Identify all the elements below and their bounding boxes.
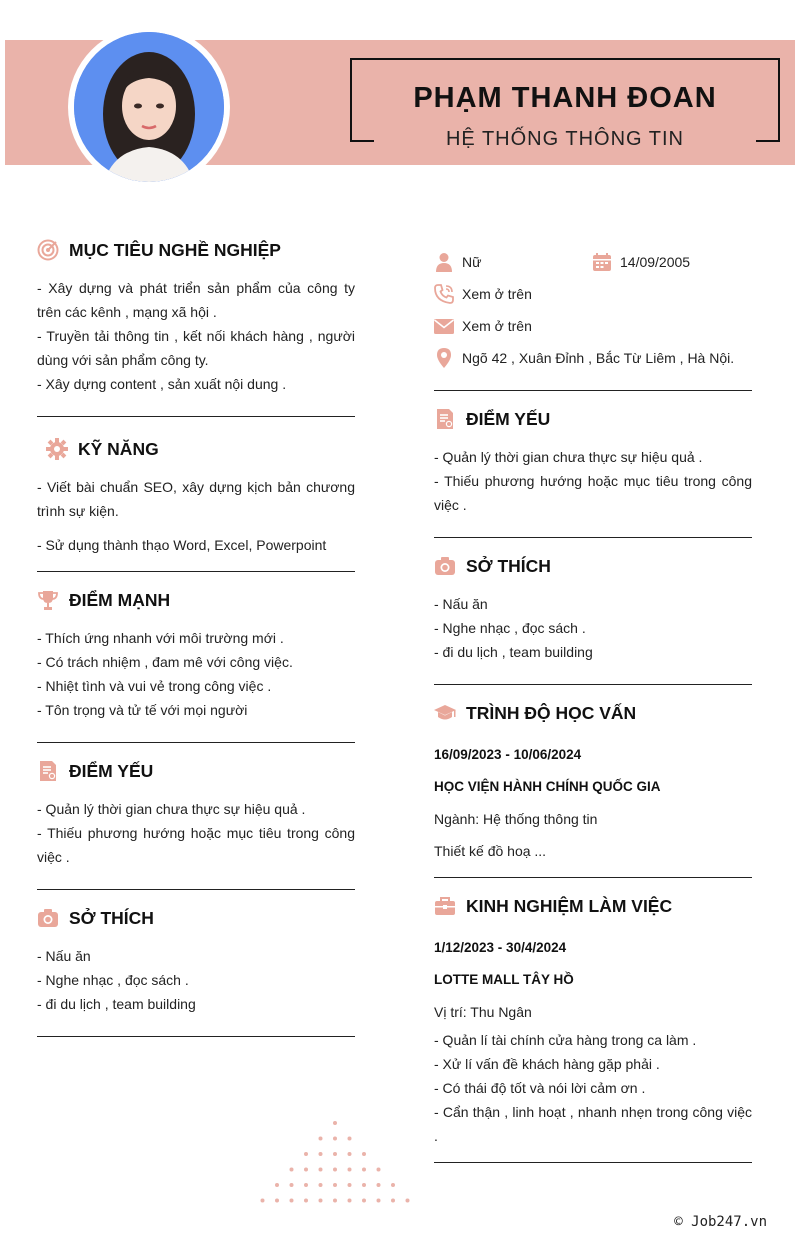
hobbies-text	[434, 592, 752, 664]
skills-text	[37, 475, 355, 557]
objective-text	[37, 276, 355, 396]
hobbies-line: - Nấu ăn	[37, 948, 91, 964]
divider	[434, 1162, 752, 1163]
certificate-icon	[37, 760, 59, 782]
decorative-dots	[240, 1115, 430, 1215]
contact-section	[434, 246, 752, 391]
left-column	[37, 234, 355, 1037]
weaknesses-title: ĐIỂM YẾU	[69, 760, 154, 781]
weaknesses-line: - Quản lý thời gian chưa thực sự hiệu quả .	[37, 801, 306, 817]
strengths-title: ĐIỂM MẠNH	[69, 589, 171, 610]
decorative-dot	[348, 1199, 352, 1203]
skills-line: - Viết bài chuẩn SEO, xây dựng kịch bản chương trình sự kiện.	[37, 479, 355, 519]
decorative-dot	[348, 1168, 352, 1172]
decorative-dot	[261, 1199, 265, 1203]
decorative-dot	[362, 1152, 366, 1156]
camera-icon	[434, 555, 456, 577]
dob-value: 14/09/2005	[620, 254, 691, 270]
decorative-dot	[377, 1183, 381, 1187]
divider	[37, 416, 355, 417]
hobbies-text	[37, 944, 355, 1016]
address-value: Ngõ 42 , Xuân Đỉnh , Bắc Từ Liêm , Hà Nội.	[462, 350, 735, 366]
decorative-dot	[304, 1199, 308, 1203]
experience-line: - Cẩn thận , linh hoạt , nhanh nhẹn trong công việc .	[434, 1104, 752, 1144]
decorative-dot	[391, 1199, 395, 1203]
weaknesses-text	[37, 797, 355, 869]
skills-section	[37, 433, 355, 572]
decorative-dot	[319, 1152, 323, 1156]
experience-text	[434, 1028, 752, 1148]
decorative-dot	[319, 1183, 323, 1187]
divider	[434, 684, 752, 685]
weaknesses-section-left	[37, 755, 355, 890]
decorative-dot	[333, 1168, 337, 1172]
education-title: TRÌNH ĐỘ HỌC VẤN	[466, 702, 637, 723]
hobbies-line: - Nghe nhạc , đọc sách .	[37, 972, 189, 988]
decorative-dot	[362, 1183, 366, 1187]
calendar-icon	[592, 252, 612, 272]
hobbies-title: SỞ THÍCH	[69, 907, 154, 928]
hobbies-title: SỞ THÍCH	[466, 555, 551, 576]
gear-icon	[46, 438, 68, 460]
footer-brand: © Job247.vn	[674, 1214, 767, 1230]
right-column	[434, 246, 752, 1163]
hobbies-section-right	[434, 550, 752, 685]
decorative-dot	[362, 1168, 366, 1172]
decorative-dot	[304, 1183, 308, 1187]
hobbies-line: - Nghe nhạc , đọc sách .	[434, 620, 586, 636]
mail-icon	[434, 316, 454, 336]
name-box	[350, 58, 780, 150]
strengths-line: - Tôn trọng và tử tế với mọi người	[37, 702, 248, 718]
decorative-dot	[333, 1152, 337, 1156]
location-pin-icon	[434, 348, 454, 368]
skills-title: KỸ NĂNG	[78, 438, 159, 459]
divider	[37, 889, 355, 890]
decorative-dot	[391, 1183, 395, 1187]
avatar	[68, 26, 230, 188]
decorative-dot	[377, 1199, 381, 1203]
weaknesses-line: - Thiếu phương hướng hoặc mục tiêu trong công việc .	[37, 825, 355, 865]
education-school: HỌC VIỆN HÀNH CHÍNH QUỐC GIA	[434, 779, 661, 794]
divider	[434, 390, 752, 391]
target-icon	[37, 239, 59, 261]
candidate-title-text: HỆ THỐNG THÔNG TIN	[438, 128, 692, 150]
experience-line: - Quản lí tài chính cửa hàng trong ca làm .	[434, 1032, 697, 1048]
strengths-line: - Thích ứng nhanh với môi trường mới .	[37, 630, 284, 646]
decorative-dot	[377, 1168, 381, 1172]
decorative-dot	[333, 1137, 337, 1141]
experience-title: KINH NGHIỆM LÀM VIỆC	[466, 895, 673, 916]
education-note: Thiết kế đồ hoạ ...	[434, 843, 547, 859]
divider	[37, 571, 355, 572]
weaknesses-title: ĐIỂM YẾU	[466, 408, 551, 429]
decorative-dot	[333, 1121, 337, 1125]
divider	[37, 1036, 355, 1037]
weaknesses-text	[434, 445, 752, 517]
decorative-dot	[333, 1183, 337, 1187]
strengths-line: - Có trách nhiệm , đam mê với công việc.	[37, 654, 293, 670]
hobbies-section-left	[37, 902, 355, 1037]
objective-line: - Xây dựng và phát triển sản phẩm của công ty trên các kênh , mạng xã hội .	[37, 280, 355, 320]
certificate-icon	[434, 408, 456, 430]
decorative-dot	[362, 1199, 366, 1203]
candidate-name: PHẠM THANH ĐOAN	[413, 82, 717, 114]
objective-line: - Truyền tải thông tin , kết nối khách hàng , người dùng với sản phẩm công ty.	[37, 328, 355, 368]
experience-period: 1/12/2023 - 30/4/2024	[434, 940, 567, 955]
weaknesses-section-right	[434, 403, 752, 538]
decorative-dot	[319, 1137, 323, 1141]
trophy-icon	[37, 589, 59, 611]
objective-title: MỤC TIÊU NGHỀ NGHIỆP	[69, 239, 281, 260]
decorative-dot	[304, 1152, 308, 1156]
divider	[434, 537, 752, 538]
divider	[37, 742, 355, 743]
candidate-title	[350, 128, 780, 151]
objective-section	[37, 234, 355, 417]
experience-company: LOTTE MALL TÂY HỒ	[434, 972, 574, 987]
decorative-dot	[290, 1183, 294, 1187]
weaknesses-line: - Quản lý thời gian chưa thực sự hiệu quả .	[434, 449, 703, 465]
decorative-dot	[333, 1199, 337, 1203]
decorative-dot	[348, 1152, 352, 1156]
decorative-dot	[275, 1183, 279, 1187]
email-value: Xem ở trên	[462, 318, 532, 334]
divider	[434, 877, 752, 878]
person-icon	[434, 252, 454, 272]
education-period: 16/09/2023 - 10/06/2024	[434, 747, 582, 762]
hobbies-line: - Nấu ăn	[434, 596, 488, 612]
decorative-dot	[290, 1168, 294, 1172]
phone-icon	[434, 284, 454, 304]
decorative-dot	[319, 1168, 323, 1172]
decorative-dot	[290, 1199, 294, 1203]
education-major: Ngành: Hệ thống thông tin	[434, 811, 598, 827]
camera-icon	[37, 907, 59, 929]
experience-line: - Có thái độ tốt và nói lời cảm ơn .	[434, 1080, 646, 1096]
weaknesses-line: - Thiếu phương hướng hoặc mục tiêu trong công việc .	[434, 473, 752, 513]
decorative-dot	[275, 1199, 279, 1203]
phone-value: Xem ở trên	[462, 286, 532, 302]
education-section	[434, 697, 752, 878]
briefcase-icon	[434, 895, 456, 917]
objective-line: - Xây dựng content , sản xuất nội dung .	[37, 376, 287, 392]
skills-line: - Sử dụng thành thạo Word, Excel, Powerpoint	[37, 537, 327, 553]
hobbies-line: - đi du lịch , team building	[434, 644, 593, 660]
decorative-dot	[319, 1199, 323, 1203]
decorative-dot	[348, 1137, 352, 1141]
decorative-dot	[348, 1183, 352, 1187]
strengths-text	[37, 626, 355, 722]
hobbies-line: - đi du lịch , team building	[37, 996, 196, 1012]
strengths-section	[37, 584, 355, 743]
graduation-cap-icon	[434, 702, 456, 724]
decorative-dot	[304, 1168, 308, 1172]
strengths-line: - Nhiệt tình và vui vẻ trong công việc .	[37, 678, 272, 694]
experience-position: Vị trí: Thu Ngân	[434, 1004, 532, 1020]
experience-section	[434, 890, 752, 1163]
profile-photo	[74, 32, 224, 182]
decorative-dot	[406, 1199, 410, 1203]
experience-line: - Xử lí vấn đề khách hàng gặp phải .	[434, 1056, 660, 1072]
gender-value: Nữ	[462, 254, 482, 270]
